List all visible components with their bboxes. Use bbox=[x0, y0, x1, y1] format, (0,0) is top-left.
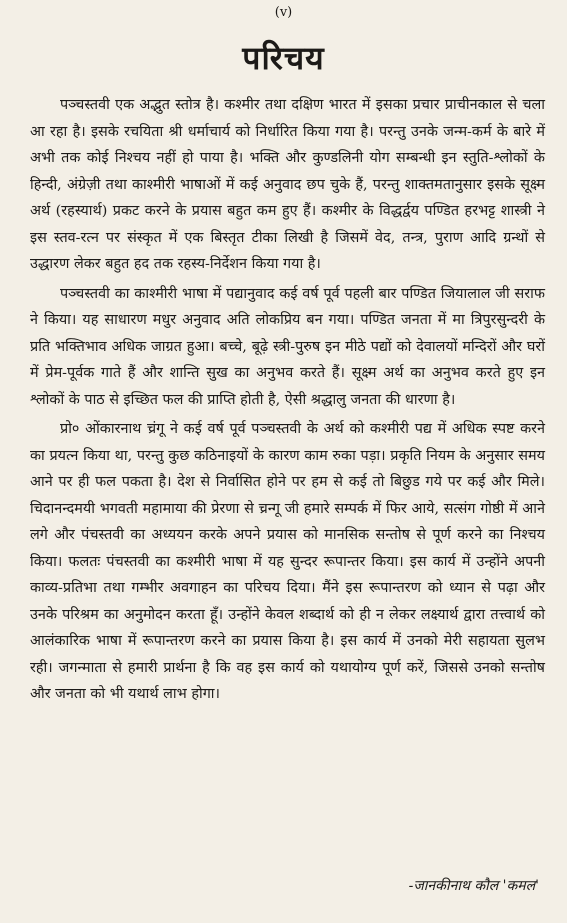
paragraph-2: पञ्चस्तवी का काश्मीरी भाषा में पद्यानुवाद कई वर्ष पूर्व पहली बार पण्डित जियालाल जी सराफ ने किया। यह साधारण मधुर अनुवाद अति लोकप्रिय बन गया। पण्डित जनता में मा त्रिपुरसुन्दरी के प्रति भक्तिभाव अधिक जाग्रत हुआ। बच्चे, बूढ़े स्त्री-पुरुष इन मीठे पद्यों को देवालयों मन्दिरों और घरों में प्रेम-पूर्वक गाते हैं और शान्ति सुख का अनुभव करते हैं। सूक्ष्म अर्थ का अनुभव करते हुए इन श्लोकों के पाठ से इच्छित फल की प्राप्ति होती है, ऐसी श्रद्धालु जनता की धारणा है। bbox=[30, 285, 545, 408]
paragraph-3: प्रो० ओंकारनाथ च्रंगू ने कई वर्ष पूर्व पञ्चस्तवी के अर्थ को कश्मीरी पद्य में अधिक स्पष्ट करने का प्रयत्न किया था, परन्तु कुछ कठिनाइयों के कारण काम रुका पड़ा। प्रकृति नियम के अनुसार समय आने पर ही फल पकता है। देश से निर्वासित होने पर हम से कई तो बिछुड गये पर कई और मिले। चिदानन्दमयी भगवती महामाया की प्रेरणा से च्रन्गू जी हमारे सम्पर्क में फिर आये, सत्संग गोष्ठी में आने लगे और पंचस्तवी का अध्ययन करके अपने प्रयास को मानसिक सन्तोष से पूर्ण करने का निश्चय किया। फलतः पंचस्तवी का कश्मीरी भाषा में यह सुन्दर रूपान्तर किया। इस कार्य में उन्होंने अपनी काव्य-प्रतिभा तथा गम्भीर अवगाहन का परिचय दिया। मैंने इस रूपान्तरण को ध्यान से पढ़ा और उनके परिश्रम का अनुमोदन करता हूँ। उन्होंने केवल शब्दार्थ को ही न लेकर लक्ष्यार्थ द्वारा तत्त्वार्थ को आलंकारिक भाषा में रूपान्तरण करने का प्रयास किया है। इस कार्य में उनको मेरी सहायता सुलभ रही। जगन्माता से हमारी प्रार्थना है कि वह इस कार्य को यथायोग्य पूर्ण करें, जिससे उनको सन्तोष और जनता को भी यथार्थ लाभ होगा। bbox=[30, 421, 545, 702]
page-number: (v) bbox=[274, 5, 293, 20]
paragraph-1: पञ्चस्तवी एक अद्भुत स्तोत्र है। कश्मीर तथा दक्षिण भारत में इसका प्रचार प्राचीनकाल से चला आ रहा है। इसके रचयिता श्री धर्माचार्य को निर्धारित किया गया है। परन्तु उनके जन्म-कर्म के बारे में अभी तक कोई निश्चय नहीं हो पाया है। भक्ति और कुण्डलिनी योग सम्बन्धी इन स्तुति-श्लोकों के हिन्दी, अंग्रेज़ी तथा काश्मीरी भाषाओं में कई अनुवाद छप चुके हैं, परन्तु शाक्तमतानुसार इसके सूक्ष्म अर्थ (रहस्यार्थ) प्रकट करने के प्रयास बहुत कम हुए हैं। कश्मीर के विद्धर्द्वय पण्डित हरभट्ट शास्त्री ने इस स्तव-रत्न पर संस्कृत में एक बिस्तृत टीका लिखी है जिसमें वेद, तन्त्र, पुराण आदि ग्रन्थों से उद्धारण लेकर बहुत हद तक रहस्य-निर्देशन किया गया है। bbox=[30, 97, 545, 272]
page-title: परिचय bbox=[242, 39, 325, 77]
author-signature: -जानकीनाथ कौल 'कमल' bbox=[408, 878, 539, 894]
body-text bbox=[30, 92, 545, 708]
